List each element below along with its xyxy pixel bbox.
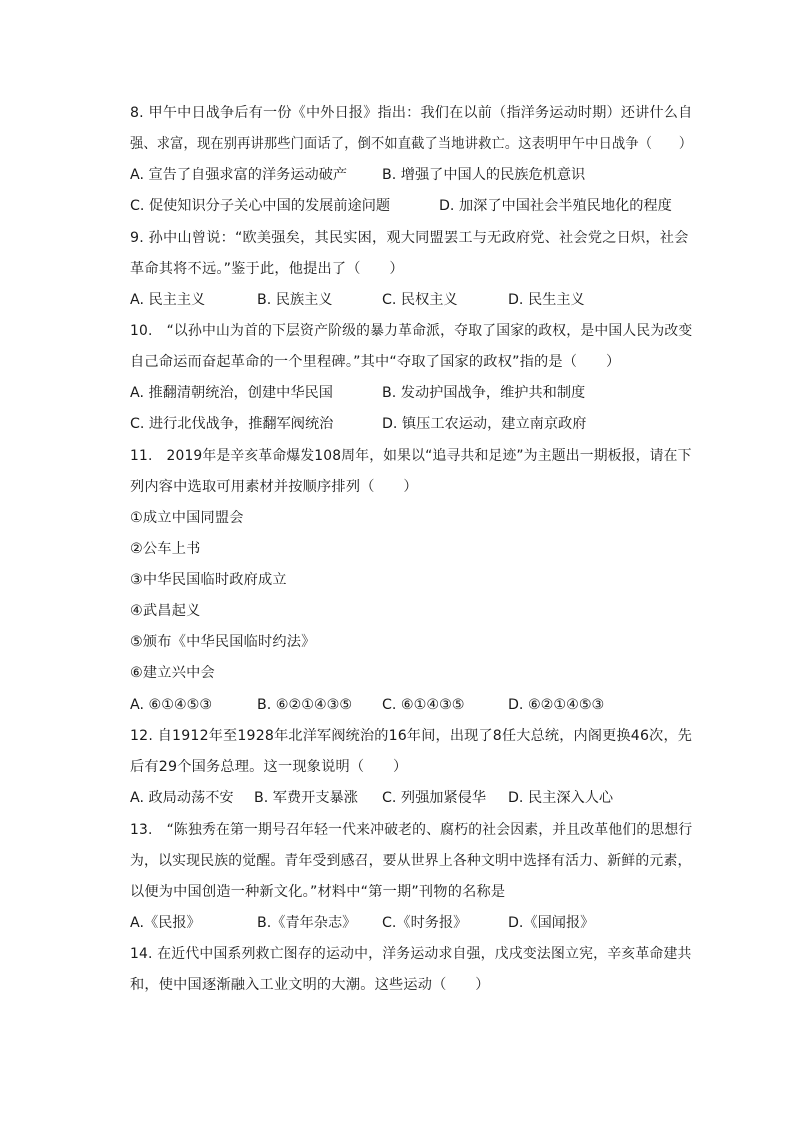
question-stem-line: 9. 孙中山曾说：“欧美强矣，其民实困，观大同盟罢工与无政府党、社会党之日炽，社会 xyxy=(130,230,689,246)
question-stem-line: 列内容中选取可用素材并按顺序排列（ ） xyxy=(130,479,418,495)
option-c: C. ⑥①④③⑤ xyxy=(382,697,465,713)
option-b: B. 发动护国战争，维护共和制度 xyxy=(382,385,586,401)
option-a: A. 民主主义 xyxy=(130,292,206,308)
list-item: ⑥建立兴中会 xyxy=(130,665,215,681)
option-c: C. 民权主义 xyxy=(382,292,458,308)
list-item: ⑤颁布《中华民国临时约法》 xyxy=(130,634,316,650)
question-stem-line: 强、求富，现在别再讲那些门面话了，倒不如直截了当地讲救亡。这表明甲午中日战争（ ） xyxy=(130,136,693,152)
option-a: A. 推翻清朝统治，创建中华民国 xyxy=(130,385,333,401)
option-b: B. 军费开支暴涨 xyxy=(254,790,358,806)
option-a: A. 宣告了自强求富的洋务运动破产 xyxy=(130,167,348,183)
option-a: A. ⑥①④⑤③ xyxy=(130,697,213,713)
option-b: B. 民族主义 xyxy=(257,292,333,308)
question-stem-line: 自己命运而奋起革命的一个里程碑。”其中“夺取了国家的政权”指的是（ ） xyxy=(130,354,621,370)
question-stem-line: 8. 甲午中日战争后有一份《中外日报》指出：我们在以前（指洋务运动时期）还讲什么自 xyxy=(130,105,693,121)
option-c: C. 进行北伐战争，推翻军阀统治 xyxy=(130,416,334,432)
option-c: C.《时务报》 xyxy=(382,915,468,931)
question-stem-line: 以便为中国创造一种新文化。”材料中“第一期”刊物的名称是 xyxy=(130,884,506,900)
question-stem-line: 14. 在近代中国系列救亡图存的运动中，洋务运动求自强，戊戌变法图立宪，辛亥革命建共 xyxy=(130,946,692,962)
question-stem-line: 为，以实现民族的觉醒。青年受到感召，要从世界上各种文明中选择有活力、新鲜的元素， xyxy=(130,853,692,869)
option-a: A.《民报》 xyxy=(130,915,201,931)
question-stem-line: 后有29个国务总理。这一现象说明（ ） xyxy=(130,759,408,775)
option-b: B.《青年杂志》 xyxy=(257,915,357,931)
option-d: D. 民主深入人心 xyxy=(508,790,614,806)
option-d: D. 镇压工农运动，建立南京政府 xyxy=(382,416,587,432)
question-stem-line: 12. 自1912年至1928年北洋军阀统治的16年间，出现了8任大总统，内阁更换46次，先 xyxy=(130,728,693,744)
option-b: B. 增强了中国人的民族危机意识 xyxy=(382,167,586,183)
option-c: C. 列强加紧侵华 xyxy=(382,790,487,806)
question-stem-line: 10. “以孙中山为首的下层资产阶级的暴力革命派，夺取了国家的政权，是中国人民为改变 xyxy=(130,323,693,339)
question-stem-line: 革命其将不远。”鉴于此，他提出了（ ） xyxy=(130,261,404,277)
option-a: A. 政局动荡不安 xyxy=(130,790,234,806)
question-stem-line: 11. 2019年是辛亥革命爆发108周年，如果以“追寻共和足迹”为主题出一期板报，请在下 xyxy=(130,448,692,464)
option-b: B. ⑥②①④③⑤ xyxy=(257,697,353,713)
option-d: D. ⑥②①④⑤③ xyxy=(508,697,605,713)
option-d: D.《国闻报》 xyxy=(508,915,595,931)
question-stem-line: 和，使中国逐渐融入工业文明的大潮。这些运动（ ） xyxy=(130,977,490,993)
list-item: ①成立中国同盟会 xyxy=(130,510,244,526)
option-c: C. 促使知识分子关心中国的发展前途问题 xyxy=(130,198,391,214)
list-item: ④武昌起义 xyxy=(130,603,201,619)
option-d: D. 加深了中国社会半殖民地化的程度 xyxy=(439,198,672,214)
question-stem-line: 13. “陈独秀在第一期号召年轻一代来冲破老的、腐朽的社会因素，并且改革他们的思想行 xyxy=(130,822,693,838)
list-item: ③中华民国临时政府成立 xyxy=(130,572,287,588)
list-item: ②公车上书 xyxy=(130,541,201,557)
option-d: D. 民生主义 xyxy=(508,292,585,308)
